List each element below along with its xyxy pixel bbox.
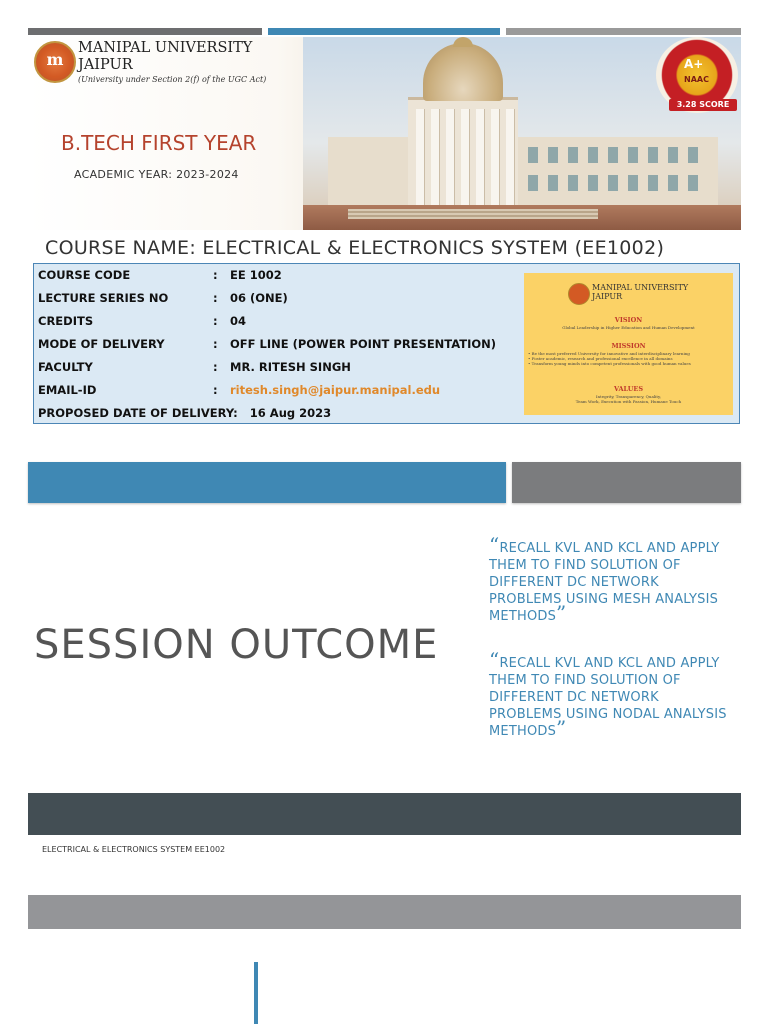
section-bar-blue <box>28 462 506 503</box>
email-link[interactable]: ritesh.singh@jaipur.manipal.edu <box>230 383 441 397</box>
course-info-panel: COURSE CODE : EE 1002 LECTURE SERIES NO : 06 (ONE) CREDITS : 04 MODE OF DELIVERY : OFF LINE (POWER POINT PRESENTATION) FACULTY : MR. RITESH SINGH EMAIL-ID : ritesh.singh@jaipur.manipal.edu PROPOSED DATE OF DELIVERY: 16 Aug 2023 <box>33 263 740 424</box>
top-accent-bar-light <box>506 28 741 35</box>
university-logo-icon <box>568 283 590 305</box>
outcome-item: “RECALL KVL AND KCL AND APPLY THEM TO FIND SOLUTION OF DIFFERENT DC NETWORK PROBLEMS USING NODAL ANALYSIS METHODS” <box>489 648 727 740</box>
university-logo-icon: m <box>34 41 76 83</box>
vertical-divider <box>254 962 258 1024</box>
top-accent-bar-blue <box>268 28 500 35</box>
footer-bar-grey <box>28 895 741 929</box>
academic-year: ACADEMIC YEAR: 2023-2024 <box>74 168 239 181</box>
university-subtitle: (University under Section 2(f) of the UGC Act) <box>78 75 267 84</box>
outcome-item: “RECALL KVL AND KCL AND APPLY THEM TO FIND SOLUTION OF DIFFERENT DC NETWORK PROBLEMS USING MESH ANALYSIS METHODS” <box>489 533 720 625</box>
program-title: B.TECH FIRST YEAR <box>61 131 257 155</box>
naac-badge-icon: A+ NAAC <box>656 37 738 113</box>
university-name: MANIPAL UNIVERSITY JAIPUR <box>78 40 253 73</box>
top-accent-bar-grey <box>28 28 262 35</box>
section-bar-grey <box>512 462 741 503</box>
building-wing-left <box>328 137 408 212</box>
footer-bar-dark <box>28 793 741 835</box>
header-banner <box>28 37 741 230</box>
footer-course-label: ELECTRICAL & ELECTRONICS SYSTEM EE1002 <box>42 845 226 854</box>
building-wing-right <box>518 137 718 212</box>
naac-score: 3.28 SCORE <box>669 99 737 111</box>
info-row-date: PROPOSED DATE OF DELIVERY: 16 Aug 2023 <box>38 406 332 420</box>
course-name: COURSE NAME: ELECTRICAL & ELECTRONICS SYSTEM (EE1002) <box>45 237 665 259</box>
vision-mission-card: MANIPAL UNIVERSITY JAIPUR VISION Global Leadership in Higher Education and Human Development MISSION • Be the most preferred University for innovative and interdisciplinary learning • Foster academic, research and professional excellence in all domains • Transform young minds into competent professionals with good human values VALUES Integrity, Transparency, Quality, Team Work, Execution with Passion, Humane Touch <box>524 273 733 415</box>
session-outcome-title: SESSION OUTCOME <box>34 622 439 668</box>
